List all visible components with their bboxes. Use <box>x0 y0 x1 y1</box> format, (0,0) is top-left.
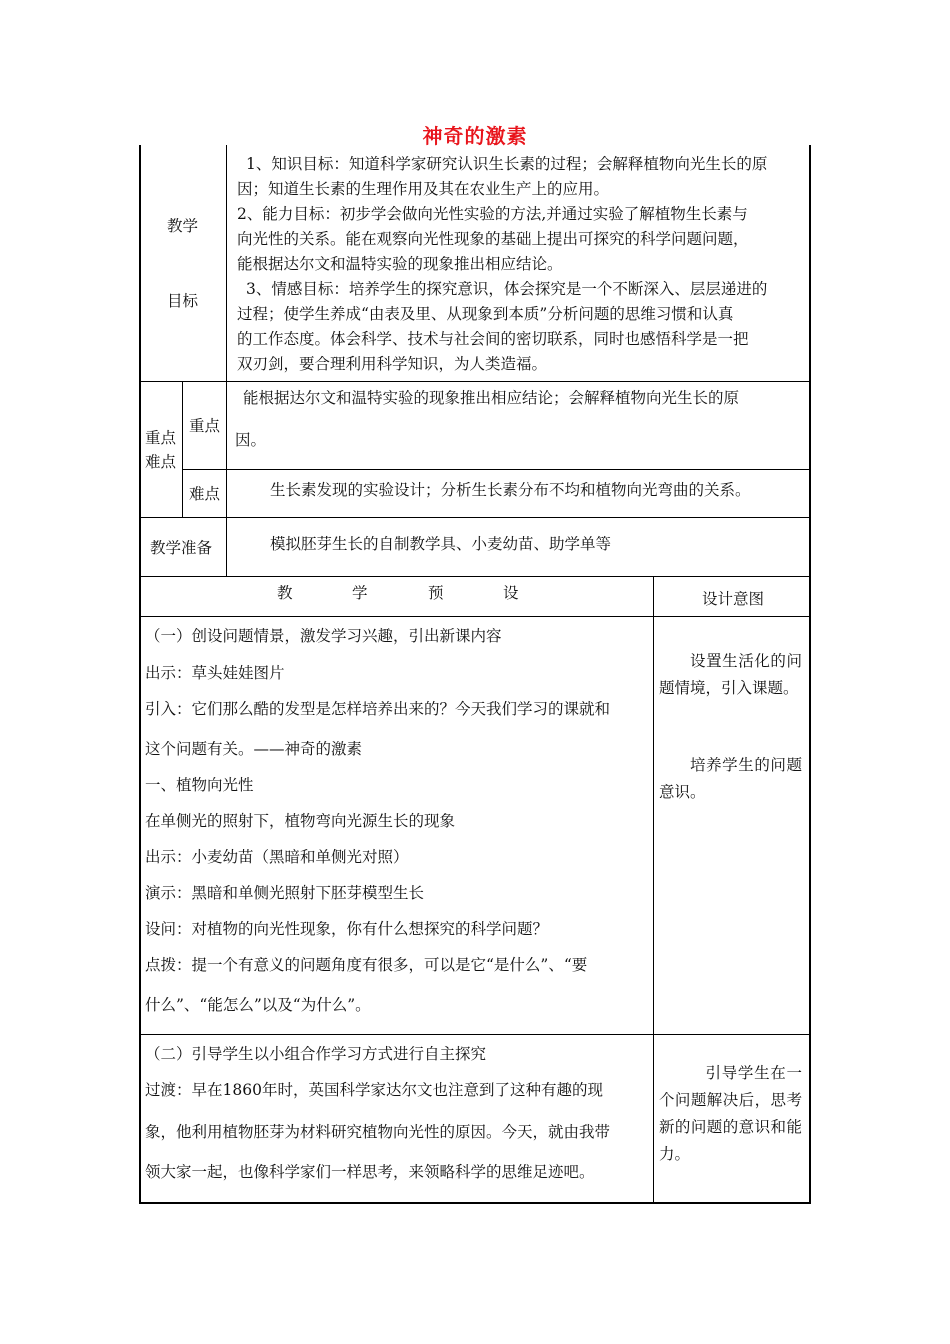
plan-header-char: 学 <box>352 584 368 602</box>
section-2-line: 象，他利用植物胚芽为材料研究植物向光性的原因。今天，就由我带 <box>145 1123 611 1141</box>
intent-header: 设计意图 <box>702 590 765 608</box>
document-title: 神奇的激素 <box>422 124 528 148</box>
plan-header-char: 设 <box>503 584 519 602</box>
preparation-label: 教学准备 <box>150 539 213 557</box>
section-2-line: 领大家一起，也像科学家们一样思考，来领略科学的思维足迹吧。 <box>145 1163 595 1181</box>
objective-line: 过程；使学生养成“由表及里、从现象到本质”分析问题的思维习惯和认真 <box>237 305 734 323</box>
section-2-line: 过渡：早在1860年时，英国科学家达尔文也注意到了这种有趣的现 <box>145 1081 603 1099</box>
section-1-line: 在单侧光的照射下，植物弯向光源生长的现象 <box>145 812 456 830</box>
plan-header-char: 预 <box>428 584 444 602</box>
section-1-line: 这个问题有关。——神奇的激素 <box>145 740 363 758</box>
nandian-label: 难点 <box>189 485 221 503</box>
keypoints-label-2: 难点 <box>145 453 177 471</box>
preparation-text: 模拟胚芽生长的自制教学具、小麦幼苗、助学单等 <box>270 535 612 553</box>
objective-line: 的工作态度。体会科学、技术与社会间的密切联系，同时也感悟科学是一把 <box>237 330 749 348</box>
section-1-line: 出示：小麦幼苗（黑暗和单侧光对照） <box>145 848 409 866</box>
section-1-intent-1: 设置生活化的问题情境，引入课题。 <box>659 652 802 697</box>
nandian-text: 生长素发现的实验设计；分析生长素分布不均和植物向光弯曲的关系。 <box>270 481 751 499</box>
objective-line: 因；知道生长素的生理作用及其在农业生产上的应用。 <box>237 180 610 198</box>
zhongdian-line: 能根据达尔文和温特实验的现象推出相应结论；会解释植物向光生长的原 <box>243 389 740 407</box>
objective-line: 向光性的关系。能在观察向光性现象的基础上提出可探究的科学问题问题， <box>237 230 749 248</box>
objectives-label-1: 教学 <box>167 217 199 235</box>
plan-header-char: 教 <box>277 584 293 602</box>
section-1-intent-2: 培养学生的问题意识。 <box>659 756 802 801</box>
zhongdian-label: 重点 <box>189 417 221 435</box>
objective-line: 1、知识目标：知道科学家研究认识生长素的过程；会解释植物向光生长的原 <box>246 155 768 173</box>
section-1-line: 点拨：提一个有意义的问题角度有很多，可以是它“是什么”、“要 <box>145 956 588 974</box>
section-1-line: 出示：草头娃娃图片 <box>145 664 285 682</box>
objectives-label-2: 目标 <box>167 292 199 310</box>
zhongdian-line: 因。 <box>235 431 267 449</box>
section-1-line: 演示：黑暗和单侧光照射下胚芽模型生长 <box>145 884 425 902</box>
section-2-line: （二）引导学生以小组合作学习方式进行自主探究 <box>145 1045 487 1063</box>
section-1-line: 设问：对植物的向光性现象，你有什么想探究的科学问题？ <box>145 920 549 938</box>
objective-line: 2、能力目标：初步学会做向光性实验的方法,并通过实验了解植物生长素与 <box>237 205 748 223</box>
objective-line: 能根据达尔文和温特实验的现象推出相应结论。 <box>237 255 563 273</box>
section-1-line: 一、植物向光性 <box>145 776 254 794</box>
section-1-line: 引入：它们那么酷的发型是怎样培养出来的？今天我们学习的课就和 <box>145 700 611 718</box>
section-2-intent: 引导学生在一个问题解决后，思考新的问题的意识和能力。 <box>659 1064 802 1163</box>
keypoints-label-1: 重点 <box>145 429 177 447</box>
objective-line: 3、情感目标：培养学生的探究意识，体会探究是一个不断深入、层层递进的 <box>246 280 768 298</box>
objective-line: 双刃剑，要合理利用科学知识，为人类造福。 <box>237 355 548 373</box>
section-1-line: （一）创设问题情景，激发学习兴趣，引出新课内容 <box>145 627 502 645</box>
section-1-line: 什么”、“能怎么”以及“为什么”。 <box>145 996 371 1014</box>
